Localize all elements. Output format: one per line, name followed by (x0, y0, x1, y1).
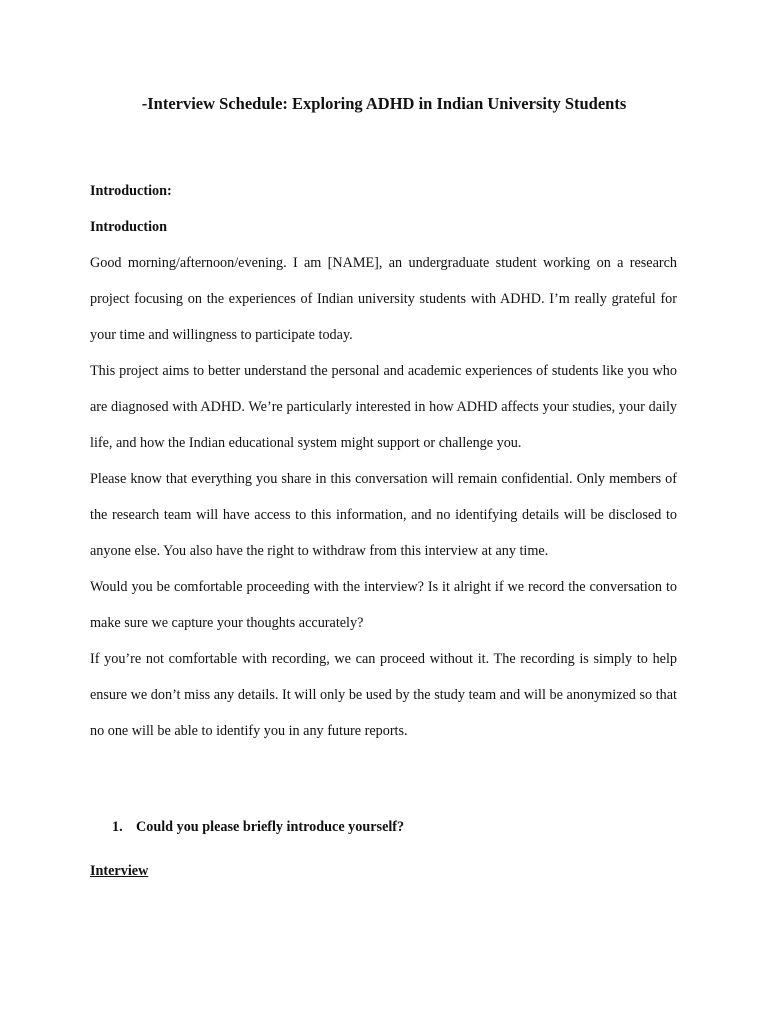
question-list (112, 815, 404, 839)
intro-paragraph-greeting: Good morning/afternoon/evening. I am [NAME], an undergraduate student working on a research project focusing on the experiences of Indian university students with ADHD. I’m really grateful for your time and willingness to participate today. (90, 255, 677, 343)
question-number: 1. (112, 819, 123, 835)
intro-paragraph-consent: Would you be comfortable proceeding with the interview? Is it alright if we record the conversation to make sure we capture your thoughts accurately? (90, 579, 677, 631)
list-item (112, 815, 404, 839)
interview-heading: Interview (90, 863, 149, 879)
intro-heading-secondary: Introduction (90, 219, 167, 235)
document-title: -Interview Schedule: Exploring ADHD in Indian University Students (141, 94, 627, 113)
intro-paragraph-purpose: This project aims to better understand the personal and academic experiences of students like you who are diagnosed with ADHD. We’re particularly interested in how ADHD affects your studies, your daily life, and how the Indian educational system might support or challenge you. (90, 363, 677, 451)
question-text: Could you please briefly introduce yourself? (136, 819, 405, 835)
introduction-section (90, 173, 677, 749)
intro-heading-primary: Introduction: (90, 183, 172, 199)
intro-paragraph-recording: If you’re not comfortable with recording, we can proceed without it. The recording is simply to help ensure we don’t miss any details. It will only be used by the study team and will be anonymized so that no one will be able to identify you in any future reports. (90, 651, 677, 739)
intro-paragraph-confidentiality: Please know that everything you share in this conversation will remain confidential. Only members of the research team will have access to this information, and no identifying details will be disclosed to anyone else. You also have the right to withdraw from this interview at any time. (90, 471, 677, 559)
